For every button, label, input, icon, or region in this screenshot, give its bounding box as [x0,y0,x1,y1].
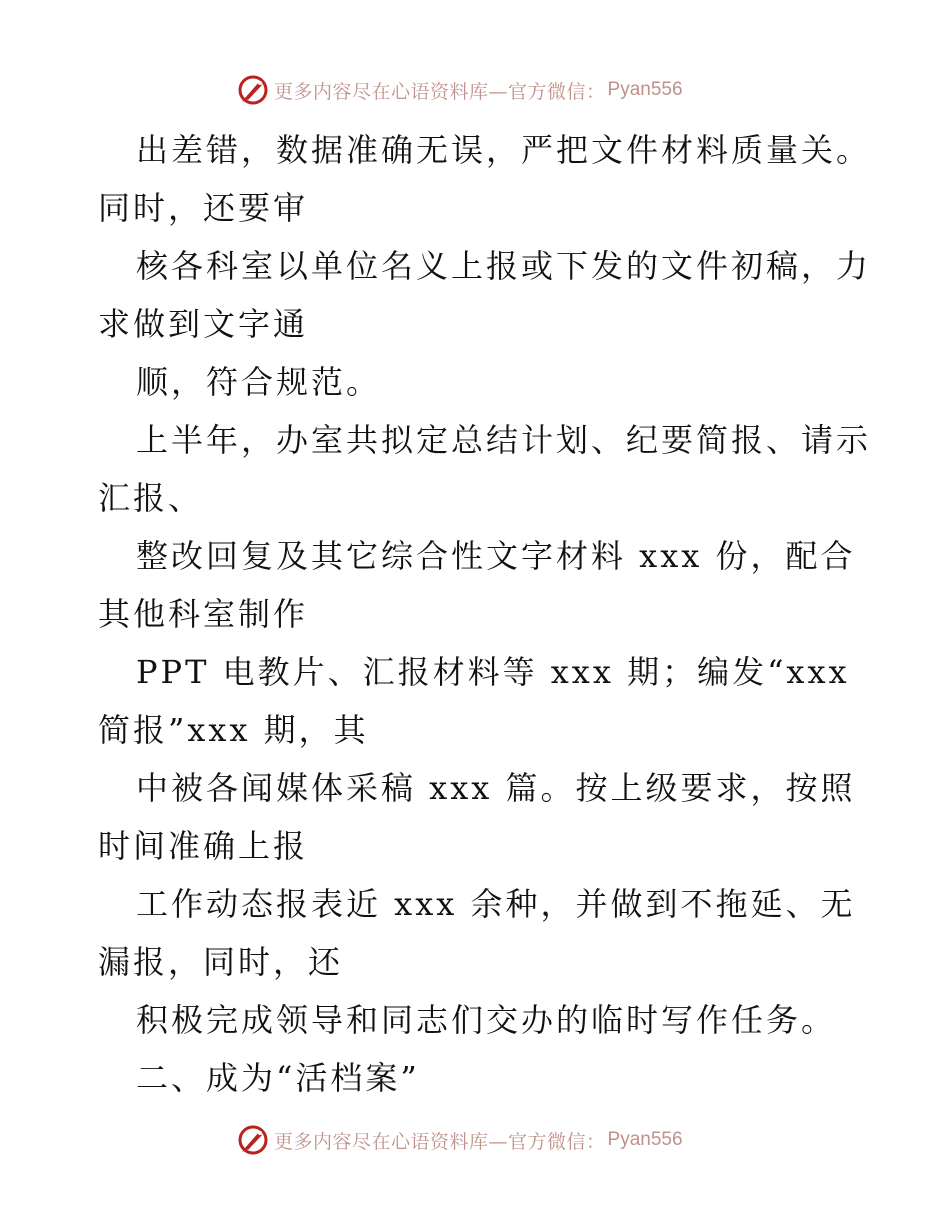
text-line: 整改回复及其它综合性文字材料 xxx 份，配合 [136,537,856,575]
text-line: PPT 电教片、汇报材料等 xxx 期；编发“xxx [136,653,850,691]
text-line: 核各科室以单位名义上报或下发的文件初稿，力 [136,247,872,285]
text-line: 出差错，数据准确无误，严把文件材料质量关。 [136,131,872,169]
text-line: 其他科室制作 [98,595,309,633]
text-line: 简报”xxx 期，其 [98,711,369,749]
text-line: 求做到文字通 [98,305,309,343]
document-body [98,121,872,1107]
section-heading: 二、成为“活档案” [136,1059,420,1097]
text-line: 同时，还要审 [98,189,309,227]
text-line: 上半年，办室共拟定总结计划、纪要简报、请示 [136,421,872,459]
banner-text: 更多内容尽在心语资料库—官方微信： [274,80,606,103]
banner-wechat-id: Pyan556 [607,1129,683,1150]
text-line: 中被各闻媒体采稿 xxx 篇。按上级要求，按照 [136,769,856,807]
footer-banner [236,1122,683,1158]
text-line: 工作动态报表近 xxx 余种，并做到不拖延、无 [136,885,856,923]
banner-text: 更多内容尽在心语资料库—官方微信： [274,1130,606,1153]
header-banner [236,72,683,108]
text-line: 积极完成领导和同志们交办的临时写作任务。 [136,1001,837,1039]
pen-nib-seal-icon [236,1123,270,1157]
text-line: 顺，符合规范。 [136,363,382,401]
text-line: 时间准确上报 [98,827,309,865]
pen-nib-seal-icon [236,73,270,107]
banner-wechat-id: Pyan556 [607,79,683,100]
text-line: 漏报，同时，还 [98,943,344,981]
text-line: 汇报、 [98,479,204,517]
